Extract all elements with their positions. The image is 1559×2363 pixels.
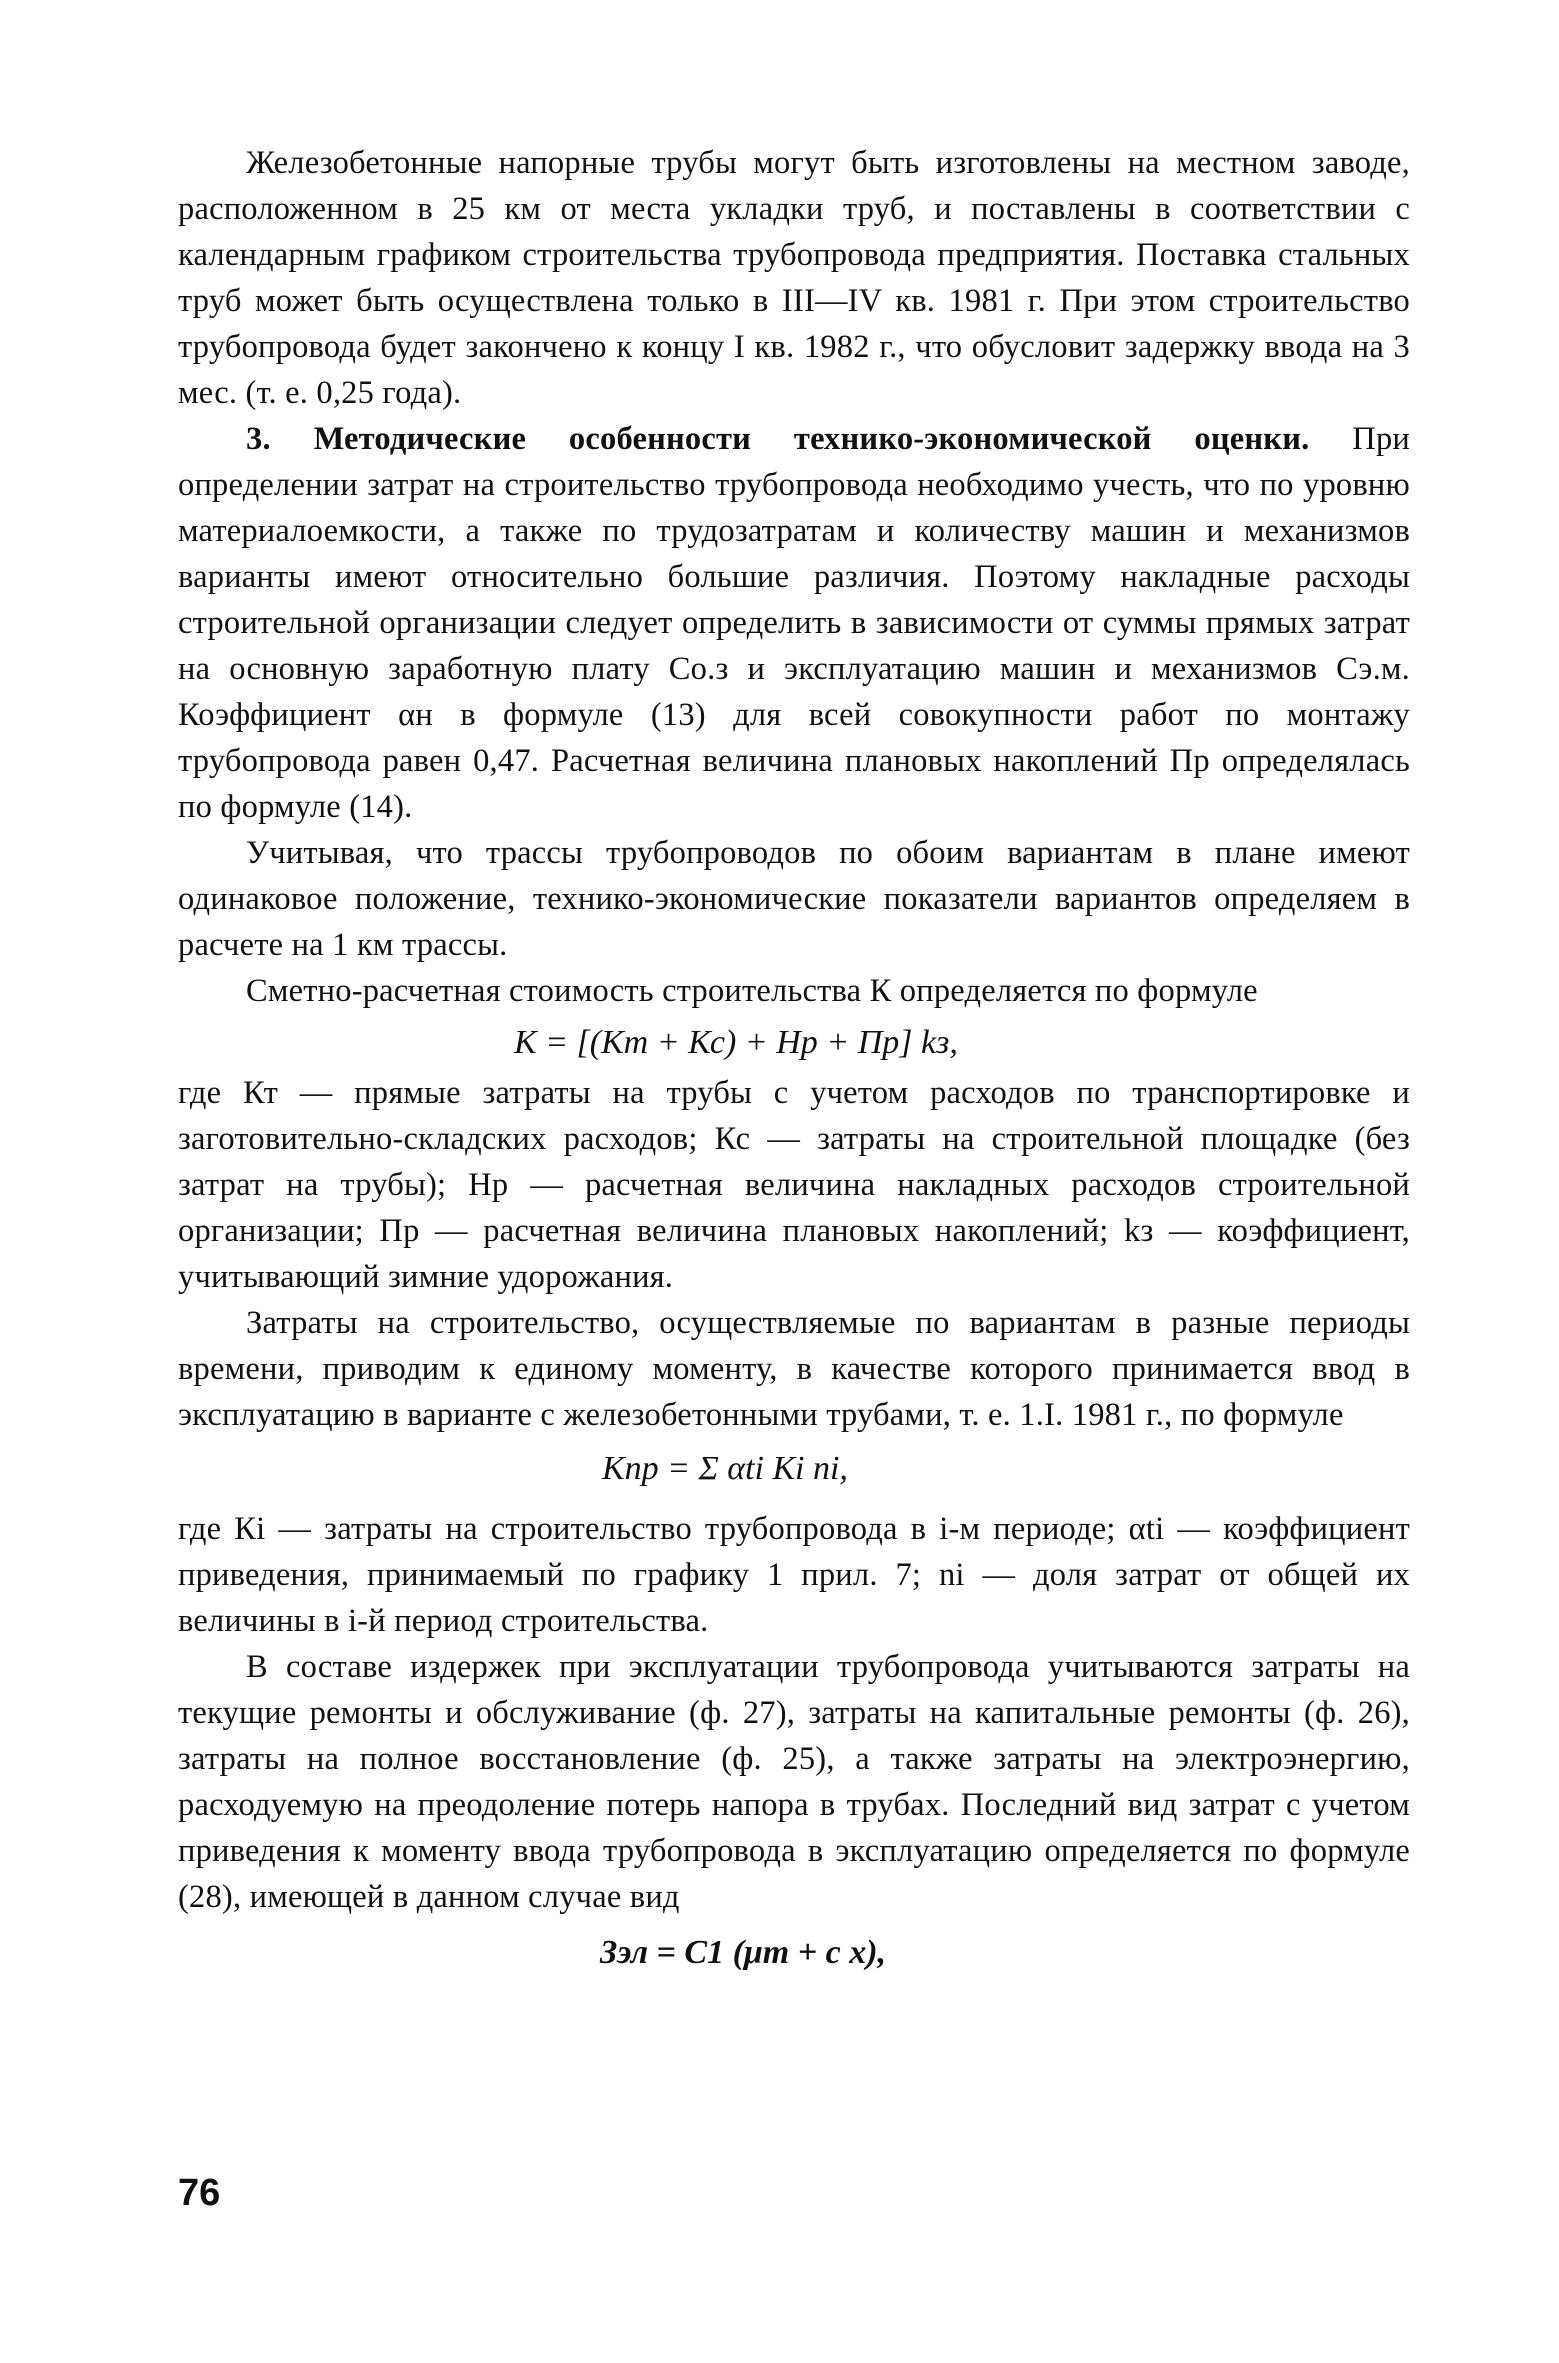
paragraph-4: Сметно-расчетная стоимость строительства К определяется по формуле <box>246 973 1258 1009</box>
section-heading: 3. Методические особенности технико-экономической оценки. <box>246 421 1310 457</box>
page-number: 76 <box>178 2172 221 2214</box>
paragraph-1: Железобетонные напорные трубы могут быть изготовлены на местном заводе, расположенном в 25 км от места укладки труб, и поставлены в соответствии с календарным графиком строительства трубопровода предприятия. Поставка стальных труб может быть осуществлена только в III—IV кв. 1981 г. При этом строительство трубопровода будет закончено к концу I кв. 1982 г., что обусловит задержку ввода на 3 мес. (т. е. 0,25 года). <box>178 145 1410 411</box>
paragraph-6: Затраты на строительство, осуществляемые по вариантам в разные периоды времени, приводим к единому моменту, в качестве которого принимается ввод в эксплуатацию в варианте с железобетонными трубами, т. е. 1.I. 1981 г., по формуле <box>178 1305 1410 1433</box>
paragraph-3: Учитывая, что трассы трубопроводов по обоим вариантам в плане имеют одинаковое положение, технико-экономические показатели вариантов определяем в расчете на 1 км трассы. <box>178 835 1410 963</box>
page-body <box>178 140 1410 1976</box>
paragraph-7: где Кi — затраты на строительство трубопровода в i-м периоде; αti — коэффициент приведения, принимаемый по графику 1 прил. 7; ni — доля затрат от общей их величины в i-й период строительства. <box>178 1511 1410 1639</box>
formula-reduced-cost: Кпр = Σ αti Кi ni, <box>602 1450 848 1487</box>
formula-electricity: Зэл = С1 (μт + с х), <box>600 1934 887 1971</box>
paragraph-5: где Кт — прямые затраты на трубы с учетом расходов по транспортировке и заготовительно-складских расходов; Кс — затраты на строительной площадке (без затрат на трубы); Нр — расчетная величина накладных расходов строительной организации; Пр — расчетная величина плановых накоплений; kз — коэффициент, учитывающий зимние удорожания. <box>178 1075 1410 1295</box>
paragraph-2 <box>178 416 1410 830</box>
formula-cost: К = [(Кт + Кс) + Нр + Пр] kз, <box>514 1024 958 1061</box>
paragraph-2-body: При определении затрат на строительство трубопровода необходимо учесть, что по уровню материалоемкости, а также по трудозатратам и количеству машин и механизмов варианты имеют относительно большие различия. Поэтому накладные расходы строительной организации следует определить в зависимости от суммы прямых затрат на основную заработную плату Со.з и эксплуатацию машин и механизмов Сэ.м. Коэффициент αн в формуле (13) для всей совокупности работ по монтажу трубопровода равен 0,47. Расчетная величина плановых накоплений Пр определялась по формуле (14). <box>178 421 1410 825</box>
paragraph-8: В составе издержек при эксплуатации трубопровода учитываются затраты на текущие ремонты и обслуживание (ф. 27), затраты на капитальные ремонты (ф. 26), затраты на полное восстановление (ф. 25), а также затраты на электроэнергию, расходуемую на преодоление потерь напора в трубах. Последний вид затрат с учетом приведения к моменту ввода трубопровода в эксплуатацию определяется по формуле (28), имеющей в данном случае вид <box>178 1649 1410 1915</box>
